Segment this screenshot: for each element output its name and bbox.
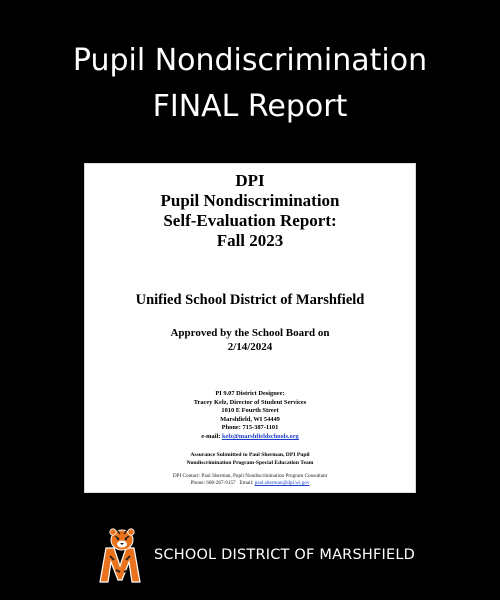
report-heading-line: Fall 2023 bbox=[216, 231, 284, 250]
designee-email-line bbox=[84, 433, 416, 442]
tiger-m-logo-icon bbox=[96, 526, 148, 586]
report-cover-document bbox=[84, 163, 416, 493]
page-title bbox=[0, 38, 500, 130]
approval-line: Approved by the School Board on bbox=[170, 327, 330, 339]
designee-line: Phone: 715-387-1101 bbox=[221, 424, 279, 432]
report-heading bbox=[84, 171, 416, 251]
report-heading-line: Self-Evaluation Report: bbox=[163, 211, 337, 230]
contact-line-2 bbox=[84, 480, 416, 487]
designee-line: 1010 E Fourth Street bbox=[221, 407, 279, 415]
district-designee-block bbox=[84, 390, 416, 442]
assurance-line: Assurance Submitted to Paul Sherman, DPI Pupil bbox=[190, 452, 310, 458]
district-footer-name: SCHOOL DISTRICT OF MARSHFIELD bbox=[154, 547, 415, 563]
district-name: Unified School District of Marshfield bbox=[135, 292, 365, 308]
contact-phone: Phone: 608-267-9157 bbox=[190, 479, 236, 486]
footer-branding bbox=[96, 526, 416, 586]
designee-email-link[interactable]: kelz@marshfieldschools.org bbox=[221, 432, 299, 440]
assurance-statement bbox=[84, 452, 416, 467]
designee-email-label: e-mail: bbox=[201, 432, 222, 440]
approval-statement bbox=[84, 326, 416, 354]
report-heading-line: Pupil Nondiscrimination bbox=[160, 191, 340, 210]
assurance-line: Nondiscrimination Program-Special Education Team bbox=[186, 459, 314, 466]
page-title-line-1: Pupil Nondiscrimination bbox=[72, 43, 428, 78]
designee-line: Marshfield, WI 54449 bbox=[220, 415, 280, 423]
contact-email-label: Email: bbox=[239, 479, 255, 486]
designee-line: Tracey Kelz, Director of Student Services bbox=[193, 398, 307, 406]
designee-line: PI 9.07 District Designee: bbox=[215, 390, 285, 397]
contact-email-link[interactable]: paul.sherman@dpi.wi.gov bbox=[254, 479, 310, 486]
report-heading-line: DPI bbox=[235, 171, 265, 190]
dpi-contact-block bbox=[84, 473, 416, 487]
approval-date: 2/14/2024 bbox=[227, 341, 273, 353]
page-title-line-2: FINAL Report bbox=[152, 89, 348, 124]
contact-line: DPI Contact: Paul Sherman, Pupil Nondiscrimination Program Consultant bbox=[172, 473, 328, 479]
